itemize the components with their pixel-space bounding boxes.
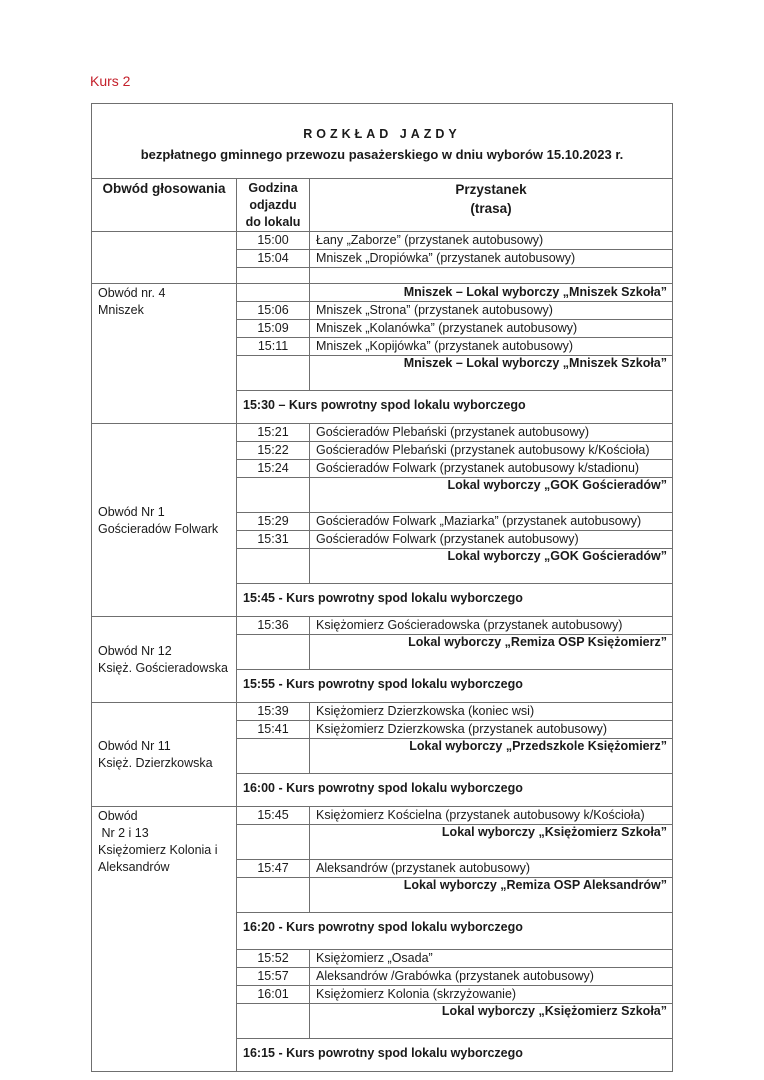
timetable [91, 103, 673, 1072]
voting-district-cell [92, 617, 237, 703]
header-godzina-line: do lokalu [245, 215, 301, 229]
departure-time: 15:47 [237, 860, 310, 878]
voting-district-line: Gościeradów Folwark [98, 521, 219, 536]
header-godzina-line: Godzina [248, 181, 298, 195]
return-trip-text: 16:20 - Kurs powrotny spod lokalu wyborczego [237, 913, 673, 946]
voting-district-line: Mniszek [98, 303, 144, 317]
stop-name: Łany „Zaborze” (przystanek autobusowy) [310, 232, 673, 250]
voting-district-line: Obwód Nr 12 [98, 644, 172, 658]
header-godzina-line: odjazdu [249, 198, 297, 212]
voting-district-cell [92, 807, 237, 1072]
polling-station-name: Lokal wyborczy „Remiza OSP Księżomierz” [310, 635, 673, 670]
stop-cell [310, 268, 673, 284]
stop-name: Księżomierz Gościeradowska (przystanek autobusowy) [310, 617, 673, 635]
polling-station-row [92, 284, 673, 302]
departure-time: 15:00 [237, 232, 310, 250]
stop-name: Księżomierz Kościelna (przystanek autobusowy k/Kościoła) [310, 807, 673, 825]
stop-name: Gościeradów Plebański (przystanek autobusowy k/Kościoła) [310, 442, 673, 460]
departure-time: 15:52 [237, 950, 310, 968]
voting-district-line: Nr 2 i 13 [98, 826, 149, 840]
return-trip-text: 15:55 - Kurs powrotny spod lokalu wyborczego [237, 670, 673, 703]
stop-name: Aleksandrów /Grabówka (przystanek autobusowy) [310, 968, 673, 986]
departure-time: 15:45 [237, 807, 310, 825]
stop-name: Mniszek „Kopijówka” (przystanek autobusowy) [310, 338, 673, 356]
time-cell [237, 739, 310, 774]
time-cell [237, 635, 310, 670]
voting-district-line: Aleksandrów [98, 860, 170, 874]
time-cell [237, 1004, 310, 1039]
course-label: Kurs 2 [90, 73, 131, 89]
stop-name: Mniszek „Strona” (przystanek autobusowy) [310, 302, 673, 320]
stop-name: Gościeradów Folwark „Maziarka” (przystanek autobusowy) [310, 513, 673, 531]
table-row [92, 703, 673, 721]
table-row [92, 424, 673, 442]
polling-station-name: Mniszek – Lokal wyborczy „Mniszek Szkoła” [310, 284, 673, 302]
departure-time: 15:29 [237, 513, 310, 531]
departure-time: 15:21 [237, 424, 310, 442]
title-cell [92, 104, 673, 179]
stop-name: Gościeradów Folwark (przystanek autobusowy) [310, 531, 673, 549]
polling-station-name: Lokal wyborczy „Przedszkole Księżomierz” [310, 739, 673, 774]
departure-time: 15:06 [237, 302, 310, 320]
departure-time: 15:39 [237, 703, 310, 721]
voting-district-line: Księż. Gościeradowska [98, 661, 228, 675]
column-header-row [92, 179, 673, 232]
voting-district-line: Obwód Nr 11 [98, 739, 171, 753]
time-cell [237, 284, 310, 302]
voting-district-cell [92, 284, 237, 424]
table-row [92, 617, 673, 635]
polling-station-name: Mniszek – Lokal wyborczy „Mniszek Szkoła” [310, 356, 673, 391]
time-cell [237, 878, 310, 913]
polling-station-name: Lokal wyborczy „Remiza OSP Aleksandrów” [310, 878, 673, 913]
stop-name: Księżomierz Kolonia (skrzyżowanie) [310, 986, 673, 1004]
document-subtitle: bezpłatnego gminnego przewozu pasażerskiego w dniu wyborów 15.10.2023 r. [140, 146, 624, 162]
polling-station-name: Lokal wyborczy „Księżomierz Szkoła” [310, 1004, 673, 1039]
stop-name: Aleksandrów (przystanek autobusowy) [310, 860, 673, 878]
voting-district-line: Obwód Nr 1 [98, 504, 165, 519]
departure-time: 15:57 [237, 968, 310, 986]
time-cell [237, 356, 310, 391]
header-obwod: Obwód głosowania [92, 179, 237, 232]
departure-time: 16:01 [237, 986, 310, 1004]
stop-name: Gościeradów Plebański (przystanek autobusowy) [310, 424, 673, 442]
departure-time: 15:09 [237, 320, 310, 338]
departure-time: 15:22 [237, 442, 310, 460]
voting-district-line: Księżomierz Kolonia i [98, 843, 218, 857]
voting-district-line: Obwód nr. 4 [98, 286, 166, 300]
departure-time: 15:24 [237, 460, 310, 478]
stop-name: Gościeradów Folwark (przystanek autobusowy k/stadionu) [310, 460, 673, 478]
return-trip-text: 15:45 - Kurs powrotny spod lokalu wyborczego [237, 584, 673, 617]
polling-station-name: Lokal wyborczy „GOK Gościeradów” [310, 549, 673, 584]
polling-station-name: Lokal wyborczy „Księżomierz Szkoła” [310, 825, 673, 860]
departure-time: 15:41 [237, 721, 310, 739]
stop-name: Księżomierz Dzierzkowska (koniec wsi) [310, 703, 673, 721]
departure-time: 15:36 [237, 617, 310, 635]
stop-name: Mniszek „Kolanówka” (przystanek autobusowy) [310, 320, 673, 338]
time-cell [237, 549, 310, 584]
table-row [92, 807, 673, 825]
return-trip-text: 15:30 – Kurs powrotny spod lokalu wyborczego [237, 391, 673, 424]
time-cell [237, 825, 310, 860]
voting-district-cell [92, 424, 237, 617]
time-cell [237, 268, 310, 284]
table-row [92, 232, 673, 250]
stop-name: Mniszek „Dropiówka” (przystanek autobusowy) [310, 250, 673, 268]
stop-name: Księżomierz Dzierzkowska (przystanek autobusowy) [310, 721, 673, 739]
title-row [92, 104, 673, 179]
voting-district-cell [92, 703, 237, 807]
return-trip-text: 16:00 - Kurs powrotny spod lokalu wyborczego [237, 774, 673, 807]
departure-time: 15:04 [237, 250, 310, 268]
header-przystanek [310, 179, 673, 232]
header-godzina [237, 179, 310, 232]
departure-time: 15:11 [237, 338, 310, 356]
header-przystanek-line: Przystanek [455, 182, 527, 197]
stop-name: Księżomierz „Osada” [310, 950, 673, 968]
voting-district-cell [92, 232, 237, 284]
voting-district-line: Obwód [98, 809, 138, 823]
header-przystanek-line: (trasa) [470, 201, 512, 216]
departure-time: 15:31 [237, 531, 310, 549]
time-cell [237, 478, 310, 513]
return-trip-text: 16:15 - Kurs powrotny spod lokalu wyborczego [237, 1039, 673, 1072]
document-title: ROZKŁAD JAZDY [303, 126, 461, 141]
polling-station-name: Lokal wyborczy „GOK Gościeradów” [310, 478, 673, 513]
voting-district-line: Księż. Dzierzkowska [98, 756, 213, 770]
